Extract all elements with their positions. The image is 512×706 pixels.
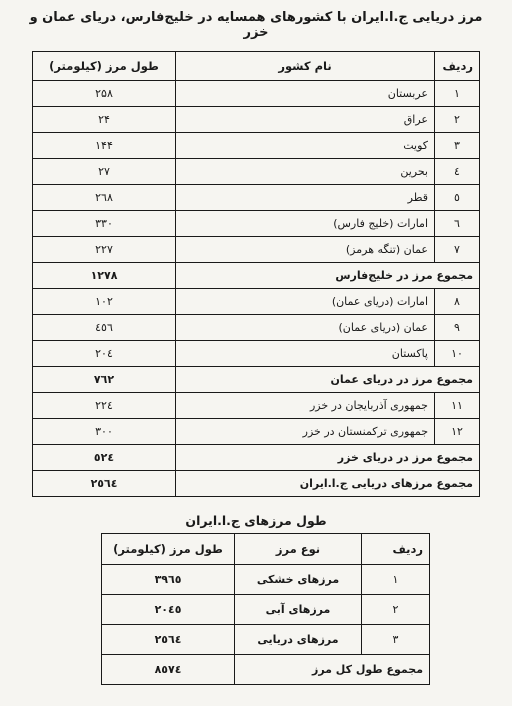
table2-title: طول مرزهای ج.ا.ایران: [185, 513, 327, 528]
row-country: کویت: [176, 133, 435, 159]
row-country: جمهوری ترکمنستان در خزر: [176, 419, 435, 445]
row-index: ۱: [435, 81, 480, 107]
sum-row: [102, 655, 430, 685]
row-index: ٥: [435, 185, 480, 211]
sum-label: مجموع مرزهای دریایی ج.ا.ایران: [176, 471, 480, 497]
row-country: امارات (خلیج فارس): [176, 211, 435, 237]
row-length: ۲۲٤: [33, 393, 176, 419]
sum-row-total: [33, 471, 480, 497]
row-country: جمهوری آذربایجان در خزر: [176, 393, 435, 419]
sum-value: ٥۲٤: [33, 445, 176, 471]
table-row: [33, 185, 480, 211]
row-length: ۲۷: [33, 159, 176, 185]
row-length: ۲۴: [33, 107, 176, 133]
table-row: [33, 81, 480, 107]
row-country: پاکستان: [176, 341, 435, 367]
sum-label: مجموع مرز در دریای عمان: [176, 367, 480, 393]
row-length: ۲۵۸: [33, 81, 176, 107]
row-length: ۲٦۸: [33, 185, 176, 211]
row-index: ۱: [362, 565, 430, 595]
row-length: ۲۲۷: [33, 237, 176, 263]
header-index: ردیف: [435, 52, 480, 81]
header-length: طول مرز (کیلومتر): [102, 534, 235, 565]
table-header-row: [33, 52, 480, 81]
row-country: عمان (تنگه هرمز): [176, 237, 435, 263]
row-length: ٤٥٦: [33, 315, 176, 341]
row-country: قطر: [176, 185, 435, 211]
row-index: ٤: [435, 159, 480, 185]
sum-row-caspian: [33, 445, 480, 471]
table-row: [33, 159, 480, 185]
table-row: [33, 315, 480, 341]
row-length: ۲۰٤: [33, 341, 176, 367]
row-index: ٦: [435, 211, 480, 237]
border-length-table: [101, 533, 430, 685]
row-country: عربستان: [176, 81, 435, 107]
row-index: ۱۲: [435, 419, 480, 445]
row-country: بحرین: [176, 159, 435, 185]
sum-row-gulf: [33, 263, 480, 289]
table-row: [33, 107, 480, 133]
row-index: ۲: [435, 107, 480, 133]
sum-value: ۷٦۲: [33, 367, 176, 393]
row-index: ۱۰: [435, 341, 480, 367]
sum-label: مجموع طول کل مرز: [235, 655, 430, 685]
sum-label: مجموع مرز در دریای خزر: [176, 445, 480, 471]
sum-value: ۸٥۷٤: [102, 655, 235, 685]
row-country: عمان (دریای عمان): [176, 315, 435, 341]
row-length: ۲۰٤٥: [102, 595, 235, 625]
row-country: امارات (دریای عمان): [176, 289, 435, 315]
table-header-row: [102, 534, 430, 565]
table-row: [33, 289, 480, 315]
table-row: [33, 237, 480, 263]
table-row: [33, 211, 480, 237]
table-row: [102, 625, 430, 655]
row-index: ۷: [435, 237, 480, 263]
row-index: ۳: [435, 133, 480, 159]
row-length: ۲٥٦٤: [102, 625, 235, 655]
table-row: [102, 565, 430, 595]
row-type: مرزهای خشکی: [235, 565, 362, 595]
row-length: ۳۹٦٥: [102, 565, 235, 595]
maritime-border-table: [32, 51, 480, 497]
sum-value: ۱۲۷۸: [33, 263, 176, 289]
header-type: نوع مرز: [235, 534, 362, 565]
row-length: ۳۳۰: [33, 211, 176, 237]
row-index: ۹: [435, 315, 480, 341]
table-row: [33, 393, 480, 419]
header-country: نام کشور: [176, 52, 435, 81]
table-row: [33, 419, 480, 445]
row-index: ۱۱: [435, 393, 480, 419]
sum-row-oman: [33, 367, 480, 393]
sum-value: ۲٥٦٤: [33, 471, 176, 497]
row-length: ۳۰۰: [33, 419, 176, 445]
row-index: ۸: [435, 289, 480, 315]
row-length: ۱۴۴: [33, 133, 176, 159]
row-length: ۱۰۲: [33, 289, 176, 315]
row-index: ۳: [362, 625, 430, 655]
row-type: مرزهای دریایی: [235, 625, 362, 655]
row-country: عراق: [176, 107, 435, 133]
header-index: ردیف: [362, 534, 430, 565]
table-row: [33, 341, 480, 367]
row-type: مرزهای آبی: [235, 595, 362, 625]
table-row: [33, 133, 480, 159]
table1-title: مرز دریایی ج.ا.ایران با کشورهای همسایه در خلیج‌فارس، دریای عمان و خزر: [29, 10, 483, 40]
sum-label: مجموع مرز در خلیج‌فارس: [176, 263, 480, 289]
header-length: طول مرز (کیلومتر): [33, 52, 176, 81]
row-index: ۲: [362, 595, 430, 625]
table-row: [102, 595, 430, 625]
